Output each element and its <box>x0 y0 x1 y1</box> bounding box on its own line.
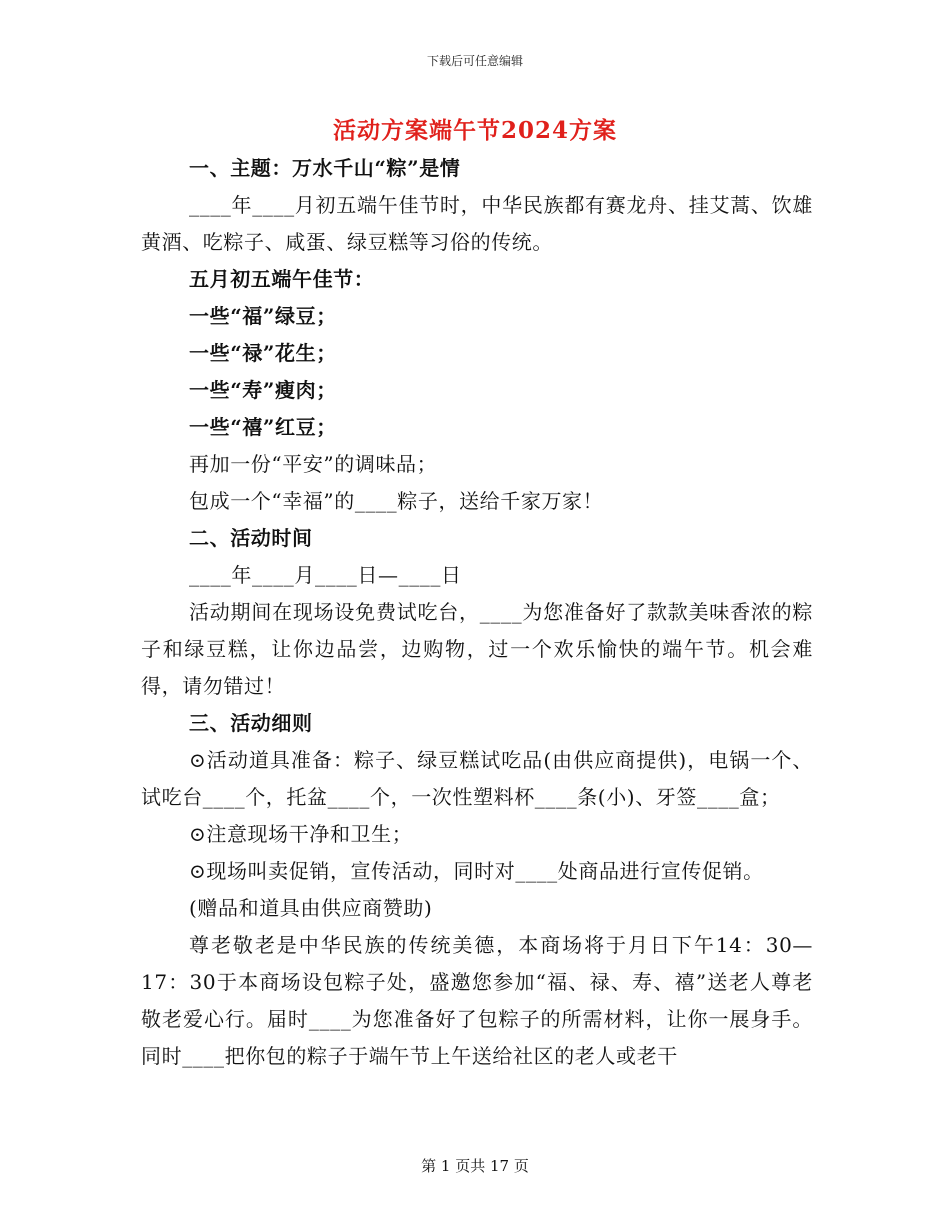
section-heading: 五月初五端午佳节： <box>189 267 375 291</box>
section-heading: 一些“禧”红豆； <box>189 415 337 439</box>
body-paragraph: ⊙现场叫卖促销，宣传活动，同时对____处商品进行宣传促销。 <box>189 859 764 883</box>
section-heading: 一些“寿”瘦肉； <box>189 378 337 402</box>
document-body <box>141 150 813 1075</box>
body-paragraph: 尊老敬老是中华民族的传统美德，本商场将于月日下午14：30—17：30于本商场设包粽子处，盛邀您参加“福、禄、寿、禧”送老人尊老敬老爱心行。届时____为您准备好了包粽子的所需材料，让你一展身手。同时____把你包的粽子于端午节上午送给社区的老人或老干 <box>141 933 813 1068</box>
body-paragraph: 包成一个“幸福”的____粽子，送给千家万家！ <box>189 489 604 513</box>
section-heading: 二、活动时间 <box>189 526 313 550</box>
body-paragraph: 活动期间在现场设免费试吃台，____为您准备好了款款美味香浓的粽子和绿豆糕，让你边品尝，边购物，过一个欢乐愉快的端午节。机会难得，请勿错过！ <box>141 600 813 698</box>
page-footer: 第 1 页共 17 页 <box>421 1157 529 1175</box>
body-paragraph: 再加一份“平安”的调味品； <box>189 452 438 476</box>
body-paragraph: ⊙注意现场干净和卫生； <box>189 822 413 846</box>
page-header-note: 下载后可任意编辑 <box>426 54 523 68</box>
section-heading: 一些“禄”花生； <box>189 341 337 365</box>
body-paragraph: (赠品和道具由供应商赞助) <box>189 896 433 920</box>
section-heading: 三、活动细则 <box>189 711 313 735</box>
section-heading: 一些“福”绿豆； <box>189 304 337 328</box>
body-paragraph: ____年____月____日—____日 <box>189 563 462 587</box>
body-paragraph: ____年____月初五端午佳节时，中华民族都有赛龙舟、挂艾蒿、饮雄黄酒、吃粽子、咸蛋、绿豆糕等习俗的传统。 <box>141 193 813 254</box>
section-heading: 一、主题：万水千山“粽”是情 <box>189 156 461 180</box>
body-paragraph: ⊙活动道具准备：粽子、绿豆糕试吃品(由供应商提供)，电锅一个、试吃台____个，托盆____个，一次性塑料杯____条(小)、牙签____盒； <box>141 748 813 809</box>
document-title: 活动方案端午节2024方案 <box>332 117 617 144</box>
